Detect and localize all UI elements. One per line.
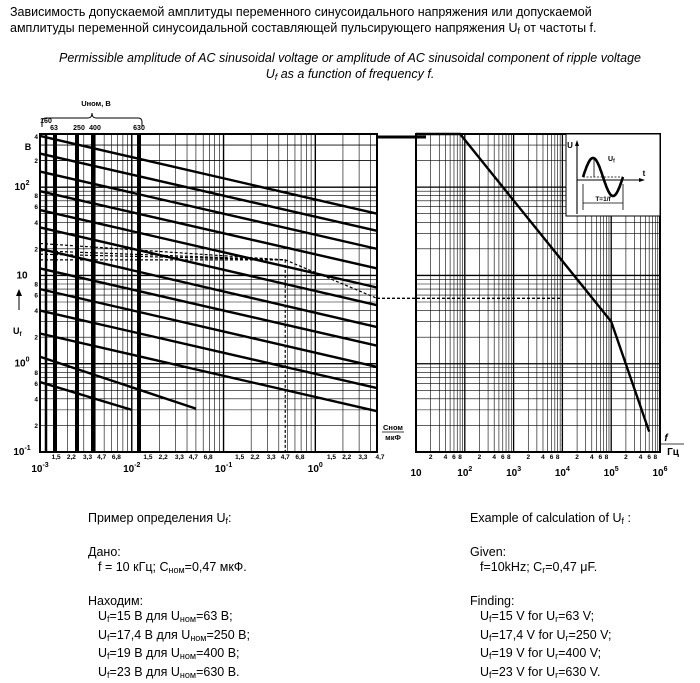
x-tick-label: 8: [605, 454, 609, 461]
finding-line: $U_f=17,4$ B для $U_{ном}=250$ B;: [88, 628, 250, 647]
inset-u-label: U: [567, 141, 573, 150]
x-tick-label: 6: [647, 454, 651, 461]
x-tick-label: 4,7: [97, 454, 106, 461]
series-line: [40, 289, 377, 367]
x-tick-label: 1,5: [327, 454, 336, 461]
x-tick-label: 4,7: [375, 454, 384, 461]
x-tick-label: 8: [653, 454, 657, 461]
x-tick-label: 6: [452, 454, 456, 461]
x-tick-label: 1,5: [235, 454, 244, 461]
x-tick-label: 2,2: [67, 454, 76, 461]
y-tick-label: 4: [34, 396, 38, 403]
title-russian: Зависимость допускаемой амплитуды переменного синусоидального напряжения или допускаемой амплитуды переменной синусоидальной составляющей пульсирующего напряжения $U_f$ от частоты f.: [10, 4, 695, 39]
x-tick-label: 1,5: [143, 454, 152, 461]
y-axis-label: $U_f$: [13, 326, 23, 338]
x-unit-label: Гц: [667, 447, 680, 458]
x-axis-label: f: [664, 433, 669, 444]
y-tick-label: 4: [34, 308, 38, 315]
finding-line: $U_f=15$ B для $U_{ном}=63$ B;: [88, 609, 250, 628]
finding-line: $U_f=17,4$ V for $U_r=250$ V;: [470, 628, 631, 647]
inset-box: [566, 134, 660, 216]
x-tick-label: 2: [429, 454, 433, 461]
y-decade-label: $10^{-1}$: [13, 445, 30, 458]
finding-line: $U_f=23$ B для $U_{ном}=630$ B.: [88, 665, 250, 683]
x-decade-label: $10^2$: [457, 466, 472, 479]
y-tick-label: 4: [34, 220, 38, 227]
y-tick-label: 8: [34, 281, 38, 288]
y-tick-label: 6: [34, 381, 38, 388]
x-tick-label: 6: [501, 454, 505, 461]
x-decade-label: 10: [410, 468, 422, 479]
series-line: [40, 268, 377, 345]
finding-line: $U_f=23$ V for $U_r=630$ V.: [470, 665, 631, 683]
y-tick-label: 2: [34, 158, 38, 165]
x-tick-label: 4,7: [189, 454, 198, 461]
y-tick-label: 4: [34, 134, 38, 141]
x-decade-label: $10^{-1}$: [215, 462, 232, 475]
finding-line: $U_f=19$ V for $U_r=400$ V;: [470, 646, 631, 665]
y-tick-label: 6: [34, 204, 38, 211]
series-line: [40, 249, 377, 327]
x-tick-label: 4: [541, 454, 545, 461]
finding-line: $U_f=19$ B для $U_{ном}=400$ B;: [88, 646, 250, 665]
series-line: [40, 311, 377, 388]
series-line: [40, 227, 377, 305]
x-tick-label: 3,3: [267, 454, 276, 461]
x-tick-label: 1,5: [52, 454, 61, 461]
y-decade-label: 10: [16, 270, 28, 281]
y-axis-arrowhead: [16, 289, 22, 296]
x-decade-label: $10^{-2}$: [123, 462, 140, 475]
x-tick-label: 3,3: [358, 454, 367, 461]
capacitance-chart: [13, 99, 404, 475]
x-tick-label: 2,2: [250, 454, 259, 461]
x-tick-label: 2,2: [342, 454, 351, 461]
x-decade-label: $10^{-3}$: [31, 462, 48, 475]
example-english: Example of calculation of $U_f$ : Given: f=10kHz; $C_r=0,47$ μF. Finding: $U_f=15$ V for $U_r=63$ V; $U_f=17,4$ V for $U_r=250$ V; $U_f=19$ V for $U_r=400$ V; $U_f=23$ V for $U_r=630$ V.: [470, 511, 631, 683]
bracket-label: Uном, B: [81, 99, 111, 108]
x-decade-label: $10^5$: [604, 466, 619, 479]
y-unit-label: B: [25, 142, 32, 152]
rated-voltage-label: 630: [133, 125, 145, 132]
x-axis-label: Cном: [383, 423, 403, 432]
y-decade-label: $10^0$: [14, 357, 29, 370]
x-tick-label: 2: [478, 454, 482, 461]
x-tick-label: 4: [590, 454, 594, 461]
x-tick-label: 6: [550, 454, 554, 461]
x-tick-label: 4: [639, 454, 643, 461]
title-english: Permissible amplitude of AC sinusoidal voltage or amplitude of AC sinusoidal component of ripple voltage $U_f$ as a function of frequency f.: [0, 50, 700, 85]
inset-uf-label: $U_f$: [608, 156, 615, 165]
rated-voltage-label: 63: [50, 125, 58, 132]
inset-t-label: t: [643, 169, 646, 178]
x-tick-label: 2: [575, 454, 579, 461]
x-tick-label: 8: [458, 454, 462, 461]
x-decade-label: $10^0$: [308, 462, 323, 475]
series-line: [40, 154, 377, 231]
finding-line: $U_f=15$ V for $U_r=63$ V;: [470, 609, 631, 628]
y-decade-label: $10^2$: [14, 180, 29, 193]
x-tick-label: 8: [556, 454, 560, 461]
x-tick-label: 6,8: [204, 454, 213, 461]
x-tick-label: 2: [526, 454, 530, 461]
x-tick-label: 3,3: [83, 454, 92, 461]
x-tick-label: 6,8: [295, 454, 304, 461]
x-decade-label: $10^3$: [506, 466, 521, 479]
x-tick-label: 8: [507, 454, 511, 461]
y-tick-label: 2: [34, 335, 38, 342]
inset-period-label: T=1/f: [595, 196, 611, 203]
rated-voltage-label: 160: [40, 118, 52, 125]
x-tick-label: 6: [599, 454, 603, 461]
rated-voltage-label: 250: [73, 125, 85, 132]
x-tick-label: 3,3: [175, 454, 184, 461]
y-tick-label: 6: [34, 293, 38, 300]
y-tick-label: 2: [34, 246, 38, 253]
x-tick-label: 2: [624, 454, 628, 461]
x-tick-label: 4: [492, 454, 496, 461]
x-tick-label: 2,2: [159, 454, 168, 461]
example-russian: Пример определения $U_f$: Дано: f = 10 кГц; $C_{ном}=0,47$ мкФ. Находим: $U_f=15$ B для $U_{ном}=63$ B; $U_f=17,4$ B для $U_{ном}=250$ B; $U_f=19$ B для $U_{ном}=400$ B; $U_f=23$ B для $U_{ном}=630$ B.: [88, 511, 250, 683]
x-tick-label: 6,8: [112, 454, 121, 461]
x-tick-label: 4,7: [281, 454, 290, 461]
y-tick-label: 2: [34, 423, 38, 430]
rated-voltage-label: 400: [89, 125, 101, 132]
frequency-chart: [377, 134, 684, 479]
x-decade-label: $10^6$: [652, 466, 667, 479]
y-tick-label: 8: [34, 193, 38, 200]
series-line: [40, 172, 377, 249]
x-tick-label: 4: [444, 454, 448, 461]
x-axis-label: мкФ: [385, 433, 401, 442]
y-tick-label: 8: [34, 370, 38, 377]
x-decade-label: $10^4$: [555, 466, 570, 479]
